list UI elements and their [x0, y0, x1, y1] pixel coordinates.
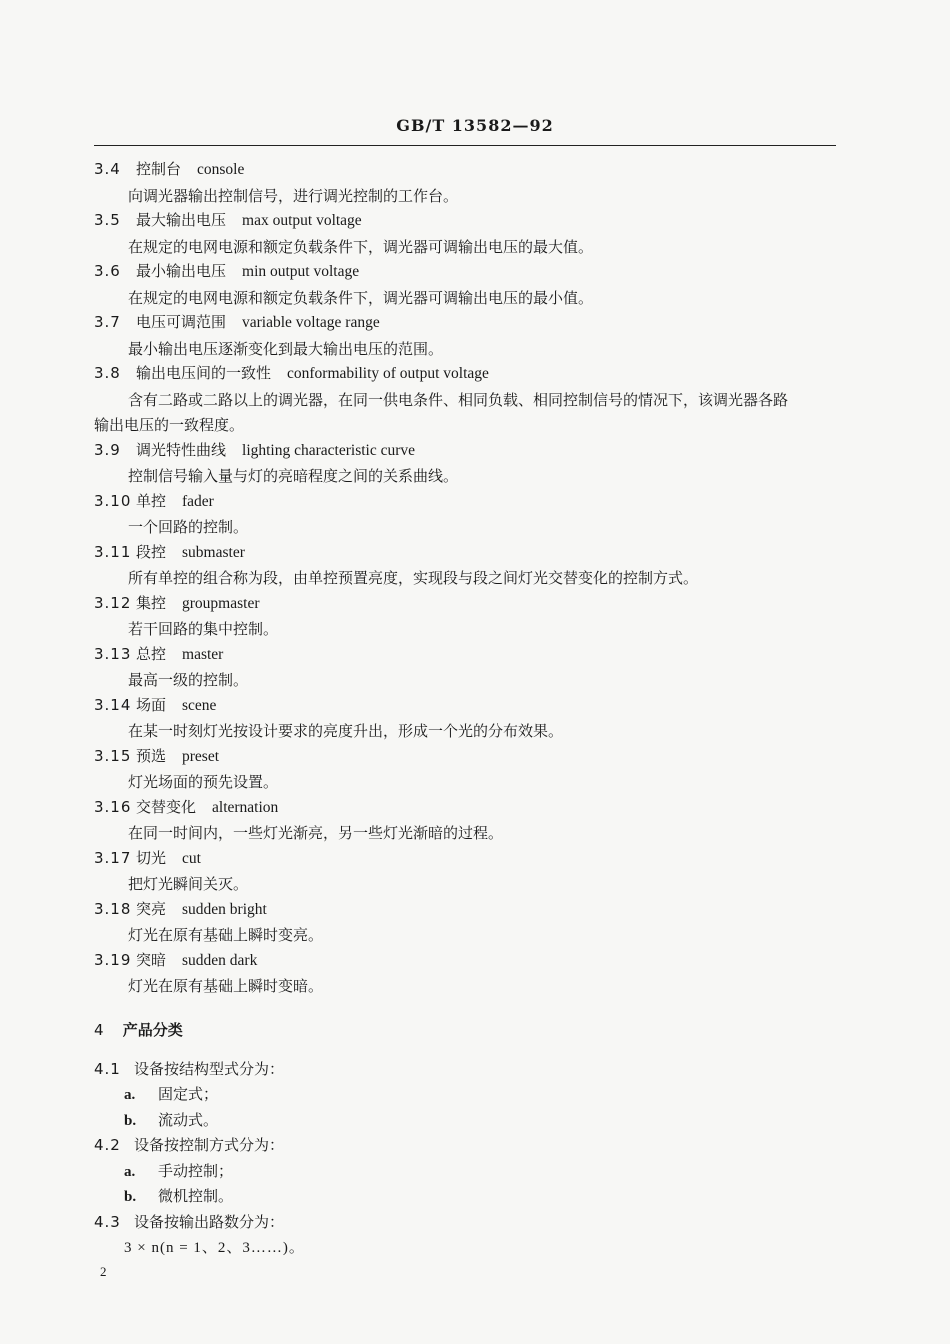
term-chinese: 调光特性曲线: [136, 440, 227, 459]
standard-code-header: GB/T 13582—92: [396, 116, 554, 135]
term-definition: 灯光在原有基础上瞬时变亮。: [128, 926, 324, 944]
item-text: 设备按控制方式分为：: [134, 1136, 285, 1154]
term-definition-continued: 输出电压的一致程度。: [94, 416, 245, 434]
term-definition: 在规定的电网电源和额定负载条件下，调光器可调输出电压的最大值。: [128, 237, 594, 256]
term-definition: 在同一时间内，一些灯光渐亮，另一些灯光渐暗的过程。: [128, 824, 504, 842]
classification-item: [94, 1134, 836, 1160]
term-number: 3.10: [94, 491, 132, 510]
item-text: 设备按输出路数分为：: [134, 1212, 285, 1231]
term-number: 3.17: [94, 848, 132, 867]
term-english: cut: [182, 849, 201, 867]
term-english: max output voltage: [242, 212, 362, 229]
term-number: 3.15: [94, 746, 132, 765]
term-heading: [94, 898, 836, 924]
term-chinese: 集控: [136, 593, 167, 612]
term-english: scene: [182, 696, 217, 714]
term-definition: 若干回路的集中控制。: [128, 620, 279, 638]
term-english: console: [197, 161, 245, 178]
term-number: 3.12: [94, 593, 132, 612]
term-chinese: 场面: [136, 695, 167, 714]
term-definition: 最高一级的控制。: [128, 671, 249, 689]
term-definition: 最小输出电压逐渐变化到最大输出电压的范围。: [128, 339, 444, 358]
term-definition: 灯光在原有基础上瞬时变暗。: [128, 977, 324, 995]
term-english: variable voltage range: [242, 314, 380, 331]
term-chinese: 电压可调范围: [136, 313, 227, 331]
term-heading: [94, 694, 836, 720]
term-english: preset: [182, 747, 220, 765]
term-english: sudden bright: [182, 900, 267, 918]
item-text: 设备按结构型式分为：: [134, 1059, 285, 1078]
term-definition: 灯光场面的预先设置。: [128, 773, 279, 791]
term-heading: [94, 209, 836, 235]
term-english: fader: [182, 492, 214, 510]
header-rule: [94, 145, 836, 146]
term-chinese: 总控: [136, 644, 167, 663]
term-heading: [94, 362, 836, 388]
term-number: 3.18: [94, 899, 132, 918]
classification-subitem: [94, 1185, 836, 1211]
term-heading: [94, 490, 836, 516]
term-number: 3.13: [94, 644, 132, 663]
term-definition: 向调光器输出控制信号，进行调光控制的工作台。: [128, 186, 459, 205]
section-number: 4: [94, 1020, 104, 1039]
term-chinese: 段控: [136, 542, 167, 561]
classification-list: [94, 1058, 836, 1237]
term-english: sudden dark: [182, 951, 258, 969]
subitem-label: b.: [124, 1189, 137, 1205]
term-definition: 把灯光瞬间关灭。: [128, 875, 249, 893]
term-heading: [94, 439, 836, 465]
output-formula: 3 × n(n = 1、2、3……)。: [124, 1240, 305, 1256]
term-definition: 所有单控的组合称为段，由单控预置亮度，实现段与段之间灯光交替变化的控制方式。: [128, 569, 699, 587]
item-number: 4.2: [94, 1136, 121, 1154]
term-english: groupmaster: [182, 594, 260, 612]
term-number: 3.14: [94, 695, 132, 714]
term-chinese: 单控: [136, 491, 167, 510]
term-english: conformability of output voltage: [287, 365, 489, 382]
term-chinese: 切光: [136, 848, 167, 867]
term-heading: [94, 745, 836, 771]
term-chinese: 控制台: [136, 160, 182, 178]
term-chinese: 输出电压间的一致性: [136, 364, 272, 382]
classification-subitem: [94, 1083, 836, 1109]
subitem-label: b.: [124, 1112, 137, 1129]
subitem-label: a.: [124, 1163, 136, 1180]
term-number: 3.16: [94, 797, 132, 816]
subitem-text: 固定式；: [158, 1085, 219, 1103]
subitem-text: 手动控制；: [158, 1161, 234, 1180]
page-number: 2: [100, 1264, 107, 1279]
term-number: 3.19: [94, 950, 132, 969]
term-number: 3.9: [94, 440, 121, 459]
term-chinese: 预选: [136, 746, 167, 765]
term-heading: [94, 643, 836, 669]
term-number: 3.11: [94, 542, 132, 561]
term-english: master: [182, 645, 224, 663]
terms-list: [94, 158, 836, 1000]
term-chinese: 最小输出电压: [136, 262, 227, 280]
subitem-label: a.: [124, 1087, 136, 1103]
classification-item: [94, 1058, 836, 1084]
term-number: 3.8: [94, 364, 121, 382]
document-content: [94, 158, 836, 1262]
term-chinese: 突暗: [136, 950, 167, 969]
term-heading: [94, 949, 836, 975]
item-number: 4.3: [94, 1212, 121, 1231]
term-definition: 一个回路的控制。: [128, 518, 249, 536]
term-heading: [94, 158, 836, 184]
term-english: min output voltage: [242, 263, 360, 280]
term-heading: [94, 592, 836, 618]
term-definition: 含有二路或二路以上的调光器，在同一供电条件、相同负载、相同控制信号的情况下，该调光器各路: [128, 390, 789, 409]
subitem-text: 流动式。: [158, 1110, 219, 1129]
subitem-text: 微机控制。: [158, 1187, 234, 1205]
term-chinese: 最大输出电压: [136, 211, 227, 229]
term-number: 3.4: [94, 160, 121, 178]
term-heading: [94, 541, 836, 567]
term-definition: 在规定的电网电源和额定负载条件下，调光器可调输出电压的最小值。: [128, 288, 594, 307]
term-english: lighting characteristic curve: [242, 441, 416, 459]
term-chinese: 突亮: [136, 899, 167, 918]
classification-item: [94, 1211, 836, 1237]
term-heading: [94, 311, 836, 337]
classification-subitem: [94, 1109, 836, 1135]
section-heading: [94, 1018, 836, 1058]
item-number: 4.1: [94, 1059, 121, 1078]
term-english: alternation: [212, 798, 279, 816]
term-number: 3.6: [94, 262, 121, 280]
term-definition: 控制信号输入量与灯的亮暗程度之间的关系曲线。: [128, 467, 459, 485]
term-number: 3.5: [94, 211, 121, 229]
term-heading: [94, 260, 836, 286]
term-heading: [94, 796, 836, 822]
term-english: submaster: [182, 543, 245, 561]
classification-subitem: [94, 1160, 836, 1186]
section-title: 产品分类: [122, 1020, 183, 1039]
term-number: 3.7: [94, 313, 121, 331]
term-definition: 在某一时刻灯光按设计要求的亮度升出，形成一个光的分布效果。: [128, 722, 564, 740]
term-chinese: 交替变化: [136, 797, 197, 816]
term-heading: [94, 847, 836, 873]
